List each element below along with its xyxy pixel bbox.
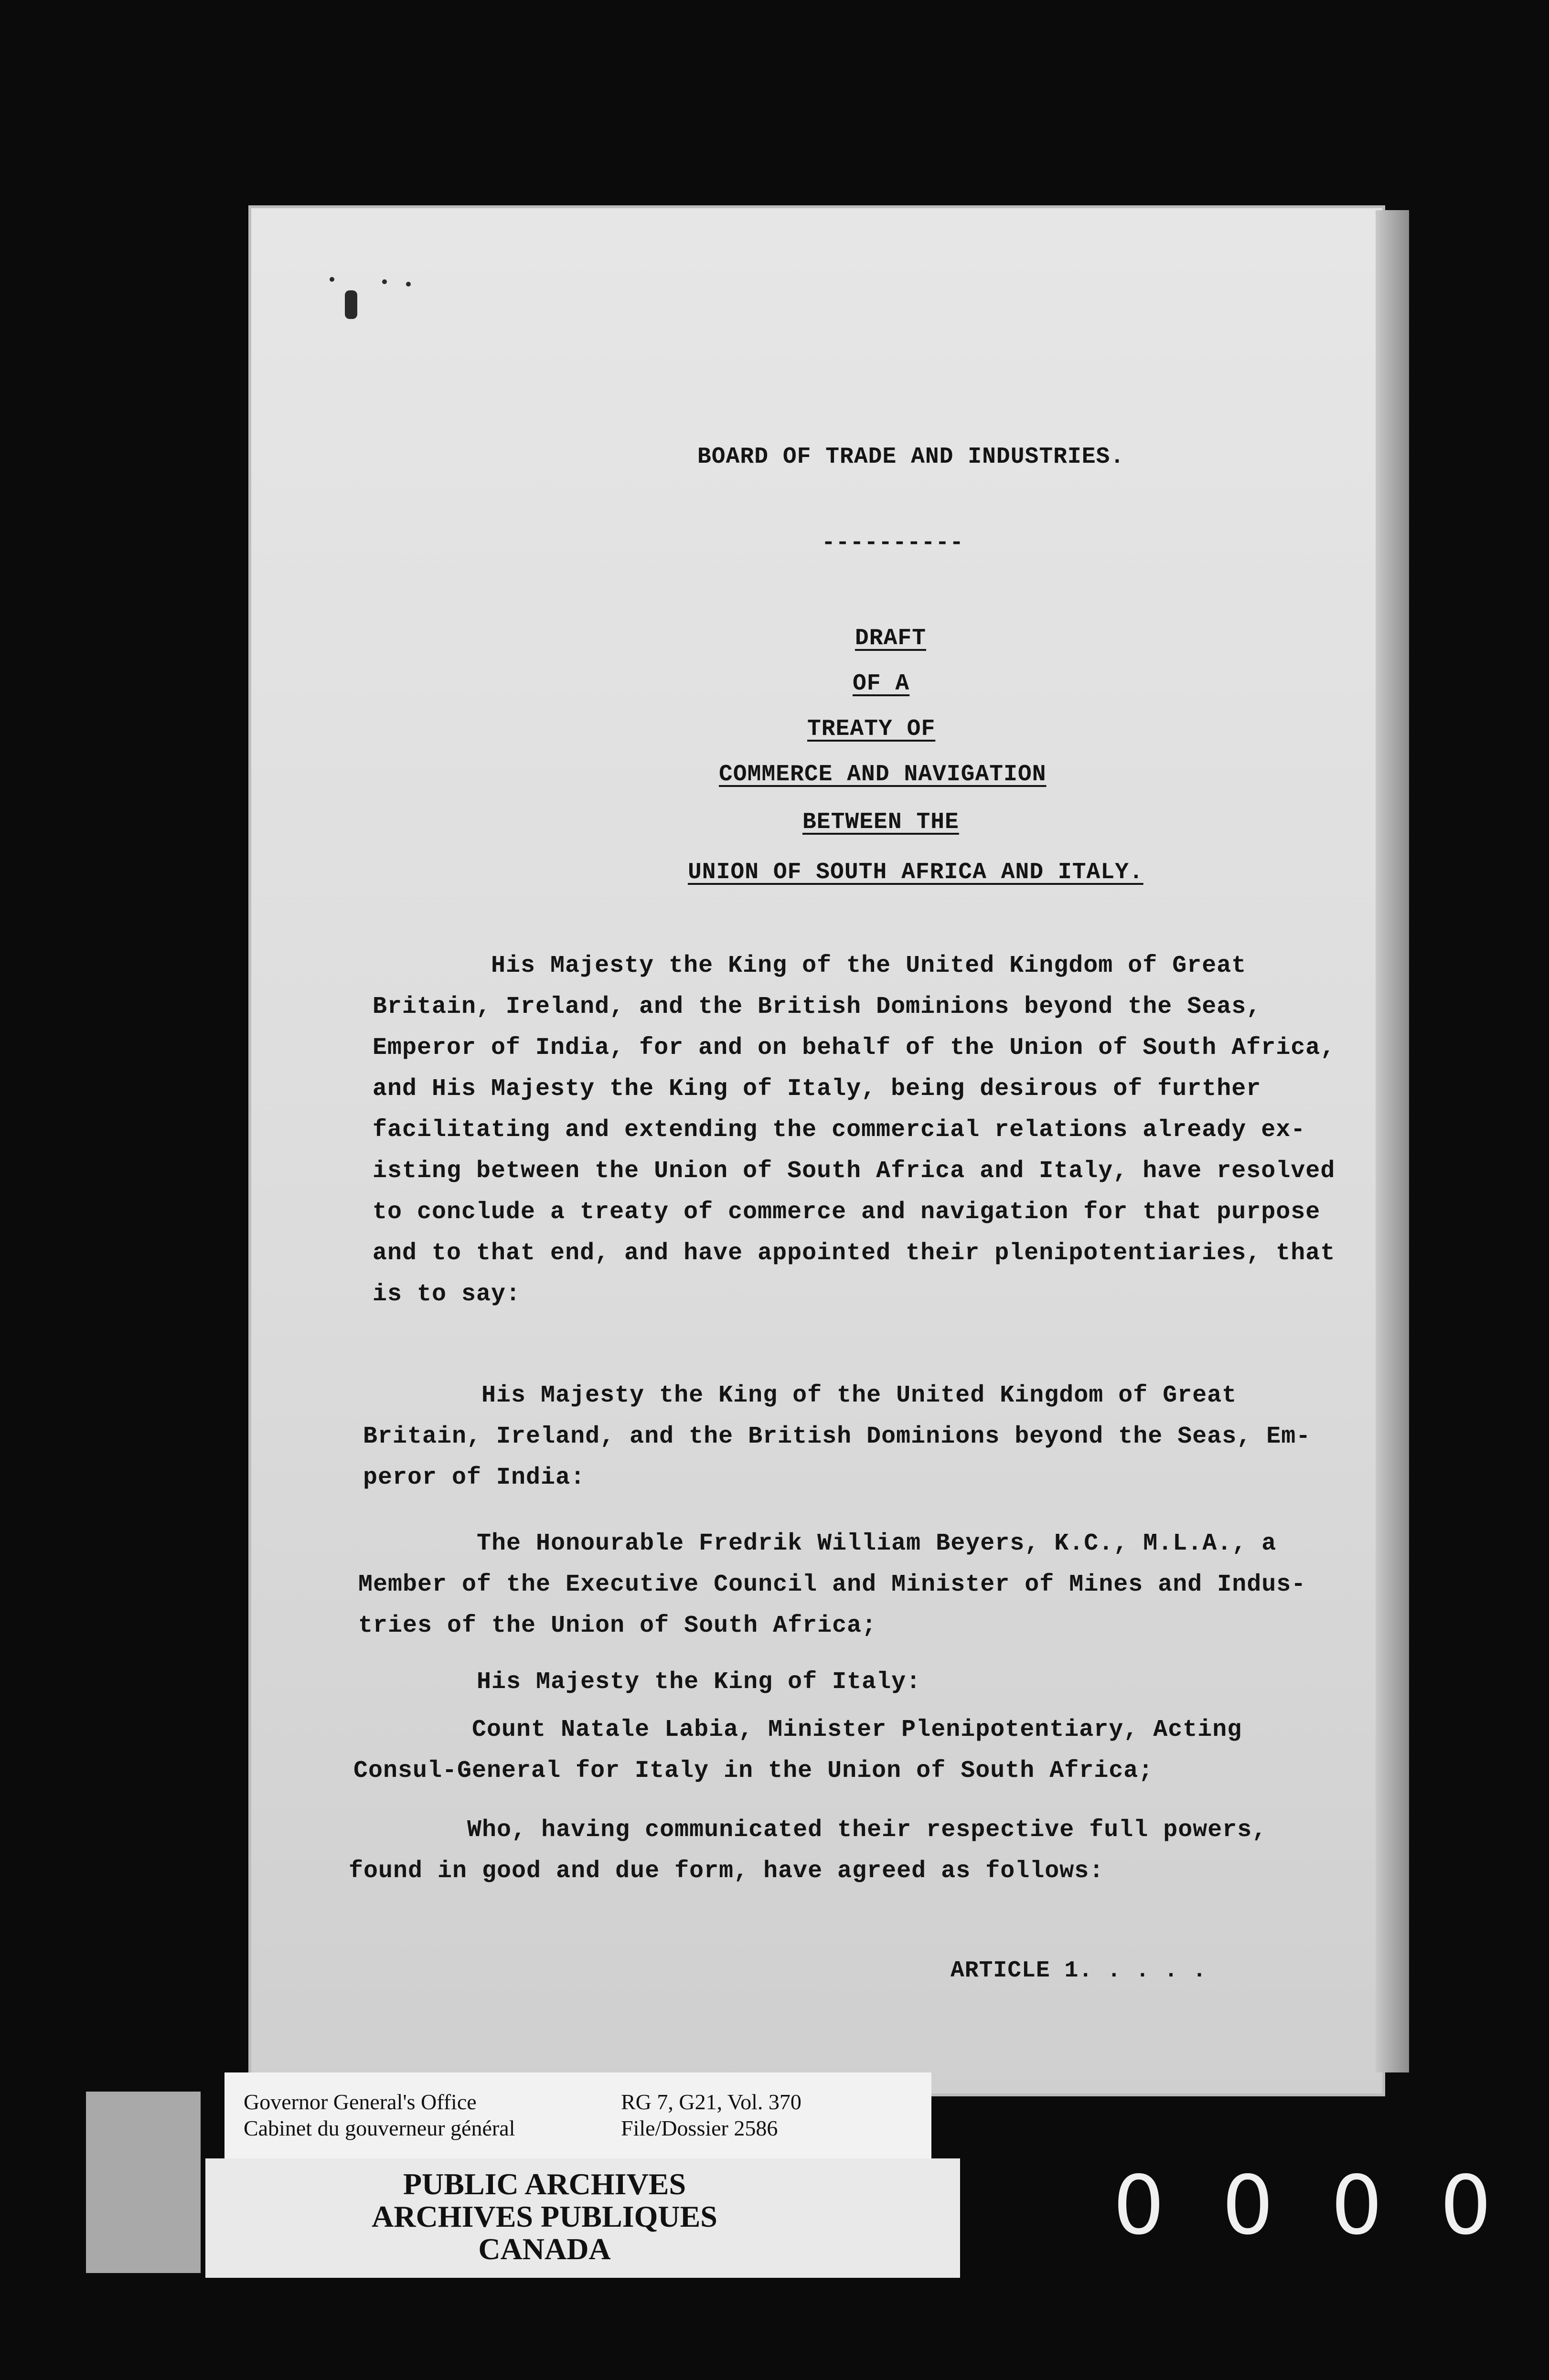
title-line: COMMERCE AND NAVIGATION [719,762,1047,787]
title-line: UNION OF SOUTH AFRICA AND ITALY. [688,860,1143,885]
paragraph-closing: Who, having communicated their respective full powers, found in good and due form, have agreed as follows: [349,1817,1267,1885]
title-line: OF A [853,671,910,697]
paragraph-plenipotentiary-uk: The Honourable Fredrik William Beyers, K.C., M.L.A., a Member of the Executive Council and Minister of Mines and Indus- tries of the Union of South Africa; [358,1530,1306,1639]
punch-hole [406,282,411,287]
paragraph-preamble: His Majesty the King of the United Kingdom of Great Britain, Ireland, and the British Dominions beyond the Seas, Emperor of India, for and on behalf of the Union of South Africa, and His Majesty the King of Italy, being desirous of further facilitating and extending the commercial relations already ex- isting between the Union of South Africa and Italy, have resolved to conclude a treaty of commerce and navigation for that purpose and to that end, and have appointed their plenipotentiaries, that is to say: [373,952,1335,1308]
archive-stamp [205,2158,960,2278]
title-line: BETWEEN THE [802,809,959,835]
catchword: ARTICLE 1. . . . . [951,1958,1207,1984]
punch-hole [330,277,334,282]
archive-stamp-line: PUBLIC ARCHIVES [403,2167,686,2201]
paragraph-plenipotentiary-italy: Count Natale Labia, Minister Plenipotentiary, Acting Consul-General for Italy in the Union of South Africa; [353,1716,1242,1785]
file-reference: File/Dossier 2586 [621,2116,778,2140]
office-english: Governor General's Office [244,2090,477,2114]
frame-counter: 0000 [1113,2158,1549,2253]
document-heading: BOARD OF TRADE AND INDUSTRIES. [697,444,1125,470]
title-line: TREATY OF [807,716,936,742]
paragraph-sovereign-italy: His Majesty the King of Italy: [358,1668,921,1696]
title-line: DRAFT [855,626,927,651]
office-french: Cabinet du gouverneur général [244,2116,515,2140]
heading-divider: ---------- [822,530,964,556]
punch-hole [382,279,387,284]
record-group-reference: RG 7, G21, Vol. 370 [621,2090,801,2114]
archive-stamp-line: CANADA [478,2232,611,2266]
page-edge [1376,210,1409,2072]
archive-stamp-line: ARCHIVES PUBLIQUES [372,2199,717,2233]
paragraph-sovereign-uk: His Majesty the King of the United Kingdom of Great Britain, Ireland, and the British Dominions beyond the Seas, Em- peror of India: [363,1382,1311,1491]
punch-hole [345,290,357,319]
